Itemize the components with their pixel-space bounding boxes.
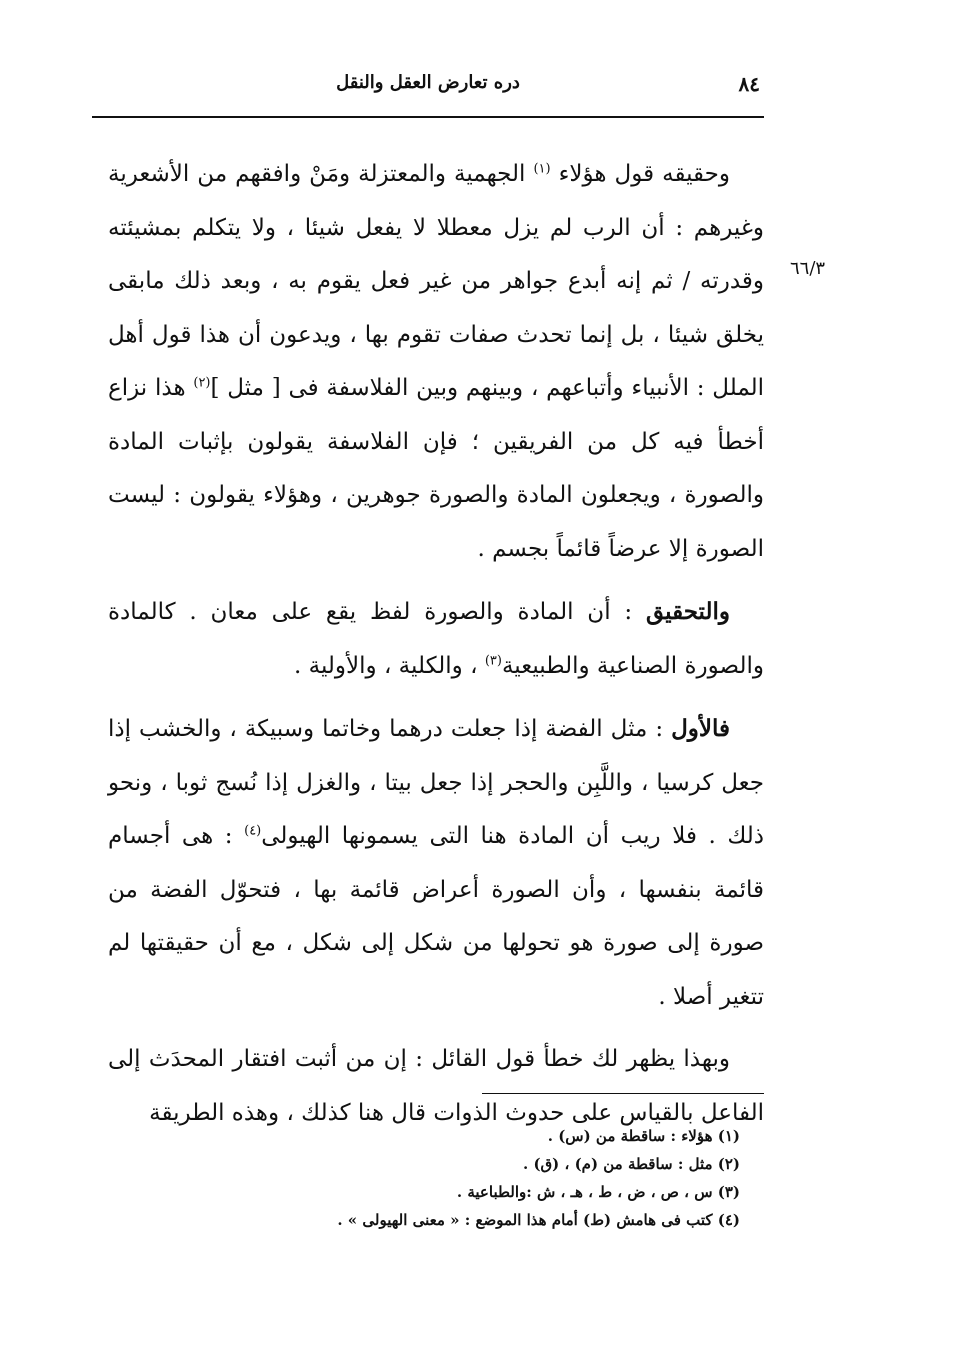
- paragraph-3-text-a: : مثل الفضة إذا جعلت درهما وخاتما وسبيكة ، والخشب إذا جعل كرسيا ، واللَّبِن والحجر إذا جعل بيتا ، والغزل إذا نُسج ثوبا ، ونحو ذلك . فلا ريب أن المادة هنا التى يسمونها الهيولى: [108, 716, 765, 849]
- paragraph-4-text: وبهذا يظهر لك خطأ قول القائل : إن من أثبت افتقار المحدَث إلى الفاعل بالقياس على حدوث الذوات قال هنا كذلك ، وهذه الطريقة: [108, 1046, 764, 1126]
- paragraph-3-lead: فالأول: [671, 715, 730, 742]
- paragraph-2: [108, 585, 764, 693]
- page-header: [92, 70, 764, 102]
- paragraph-1-text-a: وحقيقه قول هؤلاء: [558, 161, 731, 187]
- footnote-marker-1: (١): [533, 161, 551, 177]
- paragraph-2-text-b: ، والكلية ، والأولية .: [294, 652, 478, 679]
- paragraph-3: [108, 702, 764, 1024]
- paragraph-1-text-c: هذا نزاع أخطأ فيه كل من الفريقين ؛ فإن الفلاسفة يقولون بإثبات المادة والصورة ، ويجعلون المادة والصورة جوهرين ، وهؤلاء يقولون : ليست الصورة إلا عرضاً قائماً بجسم .: [108, 375, 764, 562]
- footnote-3: (٣) س ، ص ، ض ، ط ، هـ ، ش :والطباعية .: [456, 1183, 740, 1201]
- footnotes: [300, 1122, 740, 1234]
- paragraph-1: [108, 148, 764, 576]
- paragraph-1-text-b: الجهمية والمعتزلة ومَنْ وافقهم من الأشعرية وغيرهم : أن الرب لم يزل معطلا لا يفعل شيئا ، ولا يتكلم بمشيئته وقدرته / ثم إنه أبدع جواهر من غير فعل يقوم به ، وبعد ذلك مابقى يخلق شيئا ، بل إنما تحدث صفات تقوم بها ، ويدعون أن هذا قول أهل الملل : الأنبياء وأتباعهم ، وبينهم وبين الفلاسفة فى [ مثل ]: [108, 161, 765, 401]
- footnote-2: (٢) مثل : ساقطة من (م) ، (ق) .: [523, 1155, 740, 1173]
- footnote-1: (١) هؤلاء : ساقطة من (س) .: [547, 1127, 740, 1145]
- footnote-rule: [482, 1093, 764, 1094]
- paragraph-3-text-b: : هى أجسام قائمة بنفسها ، وأن الصورة أعراض قائمة بها ، فتحوّل الفضة من صورة إلى صورة هو تحولها من شكل إلى شكل ، مع أن حقيقتها لم تتغير أصلا .: [108, 823, 764, 1010]
- footnote-4: (٤) كتب فى هامش (ط) أمام هذا الموضع : « معنى الهيولى » .: [337, 1211, 740, 1229]
- paragraph-2-text-a: : أن المادة والصورة لفظ يقع على معان . كالمادة والصورة الصناعية والطبيعية: [108, 599, 764, 679]
- header-rule: [92, 116, 764, 118]
- page-number: ٨٤: [738, 72, 760, 96]
- footnote-marker-3: (٣): [484, 652, 502, 668]
- footnote-marker-4: (٤): [244, 823, 262, 839]
- footnote-marker-2: (٢): [193, 375, 211, 391]
- paragraph-2-lead: والتحقيق: [645, 598, 731, 625]
- margin-reference: ٦٦/٣: [790, 258, 826, 279]
- running-title: دره تعارض العقل والنقل: [336, 72, 520, 93]
- main-text: [108, 148, 764, 1140]
